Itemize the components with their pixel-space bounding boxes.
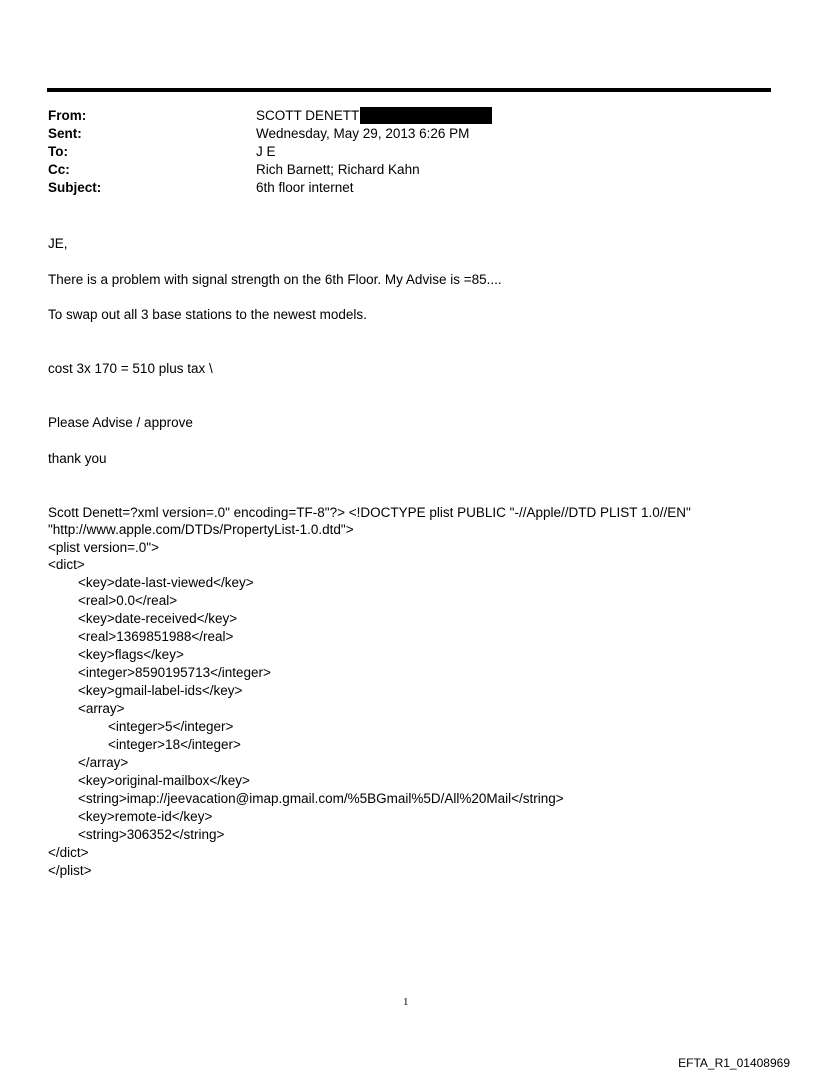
subject-label: Subject: [48, 180, 102, 195]
page-number: 1 [403, 996, 409, 1008]
sent-label: Sent: [48, 126, 82, 141]
from-label: From: [48, 108, 87, 123]
plist-line: <key>original-mailbox</key> [48, 773, 250, 788]
email-header [48, 107, 748, 202]
redaction-bar [360, 107, 492, 124]
plist-line: <integer>18</integer> [48, 737, 241, 752]
plist-line: <array> [48, 701, 125, 716]
paragraph-swap: To swap out all 3 base stations to the newest models. [48, 307, 367, 322]
plist-line: <integer>8590195713</integer> [48, 665, 271, 680]
plist-line: <integer>5</integer> [48, 719, 234, 734]
to-value: J E [256, 144, 276, 159]
cost-line: cost 3x 170 = 510 plus tax \ [48, 361, 213, 376]
subject-value: 6th floor internet [256, 180, 354, 195]
plist-line: </dict> [48, 845, 89, 860]
sent-value: Wednesday, May 29, 2013 6:26 PM [256, 126, 470, 141]
header-rule [47, 88, 771, 92]
plist-line: </array> [48, 755, 129, 770]
bates-id: EFTA_R1_01408969 [678, 1056, 790, 1070]
plist-line: <real>1369851988</real> [48, 629, 234, 644]
plist-line: <key>date-last-viewed</key> [48, 575, 254, 590]
request-line: Please Advise / approve [48, 415, 193, 430]
plist-line: <key>remote-id</key> [48, 809, 213, 824]
plist-line: <key>date-received</key> [48, 611, 238, 626]
closing-line: thank you [48, 451, 107, 466]
plist-line: <string>imap://jeevacation@imap.gmail.com/%5BGmail%5D/All%20Mail</string> [48, 791, 564, 806]
cc-label: Cc: [48, 162, 70, 177]
plist-line: "http://www.apple.com/DTDs/PropertyList-1.0.dtd"> [48, 522, 354, 537]
plist-line: <real>0.0</real> [48, 593, 178, 608]
plist-line: <key>flags</key> [48, 647, 184, 662]
from-value [256, 107, 492, 125]
from-name: SCOTT DENETT [256, 108, 360, 123]
greeting: JE, [48, 236, 68, 251]
plist-line: <key>gmail-label-ids</key> [48, 683, 243, 698]
plist-line: Scott Denett=?xml version=.0" encoding=TF-8"?> <!DOCTYPE plist PUBLIC "-//Apple//DTD PLIST 1.0//EN" [48, 505, 691, 520]
plist-line: <plist version=.0"> [48, 540, 159, 555]
paragraph-problem: There is a problem with signal strength on the 6th Floor. My Advise is =85.... [48, 272, 502, 287]
plist-line: </plist> [48, 863, 92, 878]
to-label: To: [48, 144, 68, 159]
plist-line: <dict> [48, 557, 85, 572]
cc-value: Rich Barnett; Richard Kahn [256, 162, 420, 177]
plist-line: <string>306352</string> [48, 827, 225, 842]
